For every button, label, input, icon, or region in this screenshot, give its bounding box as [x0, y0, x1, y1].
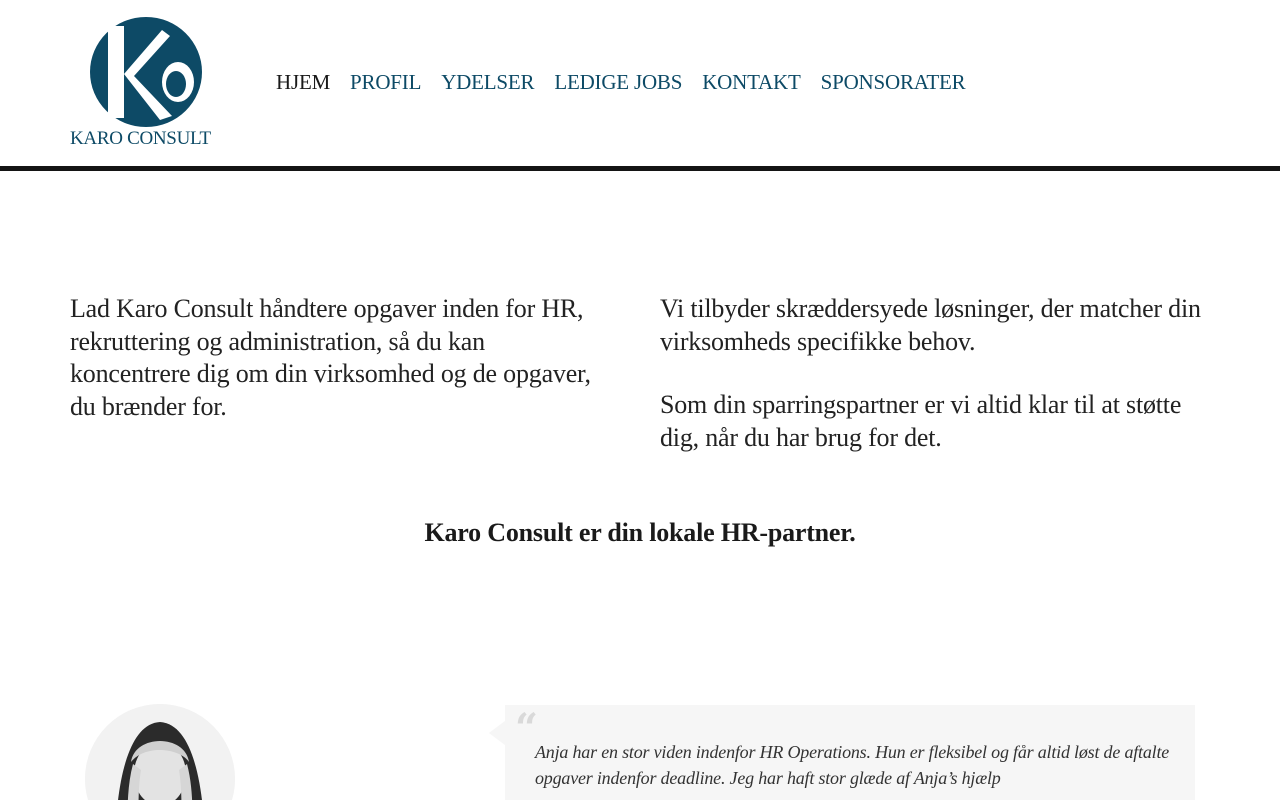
intro-right-text-1: Vi tilbyder skræddersyede løsninger, der matcher din virksomheds specifikke behov. — [660, 294, 1201, 356]
nav-item-kontakt[interactable]: KONTAKT — [702, 70, 801, 94]
nav-item-profil[interactable]: PROFIL — [350, 70, 422, 94]
quote-icon: “ — [515, 705, 539, 752]
site-header — [0, 0, 1280, 166]
tagline: Karo Consult er din lokale HR-partner. — [424, 518, 856, 547]
person-photo-icon — [85, 704, 235, 800]
nav-item-sponsorater[interactable]: SPONSORATER — [820, 70, 966, 94]
main-navigation — [276, 68, 985, 96]
nav-item-hjem[interactable]: HJEM — [276, 70, 331, 94]
header-divider — [0, 166, 1280, 171]
nav-item-ledige-jobs[interactable]: LEDIGE JOBS — [554, 70, 683, 94]
intro-left-text: Lad Karo Consult håndtere opgaver inden for HR, rekruttering og administration, så du kan koncentrere dig om din virksomhed og de opgaver, du brænder for. — [70, 294, 591, 421]
testimonial-avatar — [85, 704, 235, 800]
intro-right-text-2: Som din sparringspartner er vi altid klar til at støtte dig, når du har brug for det. — [660, 390, 1182, 452]
logo-wordmark: KARO CONSULT — [70, 128, 211, 149]
intro-right-column — [660, 293, 1220, 454]
logo-mark-icon — [70, 16, 222, 128]
testimonial-text: Anja har en stor viden indenfor HR Operations. Hun er fleksibel og får altid løst de aftalte opgaver indenfor deadline. Jeg har haft stor glæde af Anja’s hjælp — [535, 742, 1170, 788]
testimonial-box — [505, 705, 1195, 800]
nav-item-ydelser[interactable]: YDELSER — [441, 70, 535, 94]
karo-consult-logo[interactable] — [70, 16, 222, 150]
intro-left-column — [70, 293, 610, 423]
